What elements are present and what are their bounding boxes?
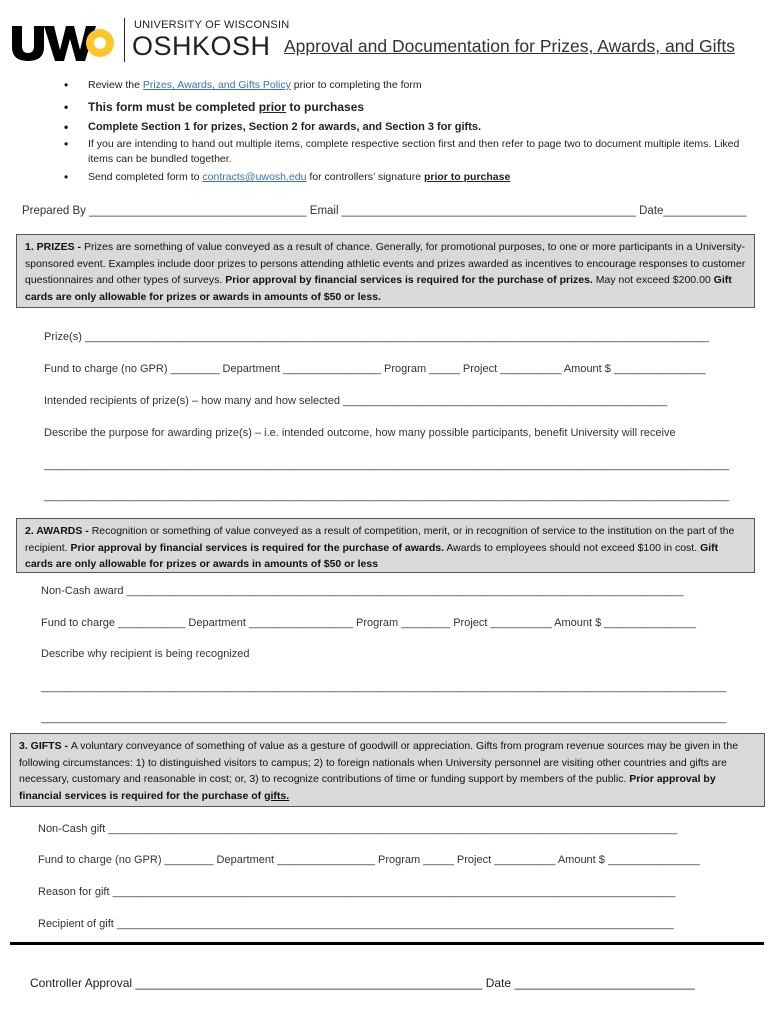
form-title: Approval and Documentation for Prizes, Awards, and Gifts — [284, 36, 736, 56]
award-reason-field[interactable]: ________________________________________________________________________________________________________________ — [41, 712, 727, 724]
awards-giftcard-note: Gift cards are only allowable for prizes or awards in amounts of $50 or less — [25, 541, 719, 570]
gift-fund-field[interactable]: Fund to charge (no GPR) ________ Department ________________ Program _____ Project __________ Amount $ _______________ — [38, 854, 700, 866]
gifts-text: A voluntary conveyance of something of value as a gesture of goodwill or appreciation. Gifts from program revenue sources may be given in the following circumstances: 1) to distinguished visitors to campus; 2) to foreign nationals when University personnel are visiting other countries and gifts are necessary, customary and reasonable in cost; or, 3) to recognize contributions of time or funding support by members of the public. — [19, 740, 739, 785]
policy-link[interactable]: Prizes, Awards, and Gifts Policy — [142, 79, 291, 91]
uwo-logo — [10, 22, 116, 62]
instruction-text: to purchases — [286, 100, 365, 114]
gift-noncash-field[interactable]: Non-Cash gift _____________________________________________________________________________________________ — [38, 823, 678, 835]
instruction-text: Send completed form to — [88, 171, 203, 183]
instruction-text: If you are intending to hand out multiple items, complete respective section first and then refer to page two to document multiple items. Liked items can be bundled together. — [88, 138, 740, 165]
awards-limit: Awards to employees should not exceed $100 in cost. — [444, 541, 701, 554]
instruction-item — [64, 170, 744, 188]
prepared-by-line[interactable]: Prepared By __________________________________ Email ______________________________________________ Date_____________ — [22, 205, 747, 217]
awards-description-box — [16, 518, 755, 573]
awards-heading: 2. AWARDS - — [25, 525, 92, 537]
prize-field[interactable]: Prize(s) ______________________________________________________________________________________________________ — [44, 331, 709, 343]
gifts-description-box — [10, 733, 765, 807]
email-link[interactable]: contracts@uwosh.edu — [202, 171, 307, 183]
prizes-text: Prizes are something of value conveyed as a result of chance. Generally, for promotional purposes, to one or more participants in a University-sponsored event. Examples include door prizes to persons attending athletic events and prizes awarded as incentives to encourage responses to customer questionnaires and other types of surveys. — [25, 241, 746, 286]
instruction-text: This form must be completed — [88, 100, 259, 114]
prizes-approval-note: Prior approval by financial services is required for the purchase of prizes. — [225, 274, 593, 286]
instruction-text: prior to completing the form — [290, 79, 422, 91]
prizes-limit: May not exceed $200.00 — [592, 274, 714, 286]
instruction-text: for controllers’ signature — [306, 171, 424, 183]
instruction-list — [64, 78, 744, 188]
logo-separator — [124, 18, 125, 62]
instruction-text: Complete Section 1 for prizes, Section 2 for awards, and Section 3 for gifts. — [88, 121, 482, 133]
instruction-text: Review the — [88, 79, 143, 91]
prizes-giftcard-note: Gift cards are only allowable for prizes or awards in amounts of $50 or less. — [25, 274, 732, 303]
prize-purpose-field[interactable]: ________________________________________________________________________________________________________________ — [44, 459, 730, 471]
instruction-item — [64, 99, 744, 120]
award-noncash-field[interactable]: Non-Cash award ___________________________________________________________________________________________ — [41, 585, 684, 597]
awards-text: Recognition or something of value conveyed as a result of competition, merit, or in recognition of service to the institution on the part of the recipient. — [25, 525, 735, 554]
prize-fund-field[interactable]: Fund to charge (no GPR) ________ Department ________________ Program _____ Project __________ Amount $ _______________ — [44, 363, 706, 375]
controller-approval-line[interactable]: Controller Approval ____________________________________________________ Date ___________________________ — [30, 976, 695, 990]
university-name: OSHKOSH — [132, 31, 271, 61]
instruction-item — [64, 137, 744, 170]
gift-recipient-field[interactable]: Recipient of gift ___________________________________________________________________________________________ — [38, 918, 674, 930]
award-reason-field[interactable]: ________________________________________________________________________________________________________________ — [41, 681, 727, 693]
section-divider — [10, 942, 764, 945]
prize-purpose-label: Describe the purpose for awarding prize(s) – i.e. intended outcome, how many possible participants, benefit University will receive — [44, 427, 676, 439]
prizes-heading: 1. PRIZES - — [25, 241, 84, 253]
prize-purpose-field[interactable]: ________________________________________________________________________________________________________________ — [44, 490, 730, 502]
instruction-item — [64, 120, 744, 137]
instruction-item — [64, 78, 744, 99]
instruction-emphasis: prior — [258, 100, 287, 114]
gift-reason-field[interactable]: Reason for gift ____________________________________________________________________________________________ — [38, 886, 676, 898]
university-subtitle: UNIVERSITY OF WISCONSIN — [134, 19, 290, 31]
award-fund-field[interactable]: Fund to charge ___________ Department _________________ Program ________ Project __________ Amount $ _______________ — [41, 617, 697, 629]
prize-recipients-field[interactable]: Intended recipients of prize(s) – how many and how selected _____________________________________________________ — [44, 395, 668, 407]
gifts-approval-note: Prior approval by financial services is required for the purchase of — [19, 773, 716, 802]
instruction-emphasis: prior to purchase — [423, 171, 511, 183]
prizes-description-box — [16, 234, 755, 308]
gifts-heading: 3. GIFTS - — [19, 740, 71, 752]
award-reason-label: Describe why recipient is being recognized — [41, 648, 250, 660]
awards-approval-note: Prior approval by financial services is required for the purchase of awards. — [70, 541, 444, 554]
gifts-approval-emphasis: gifts. — [264, 789, 290, 802]
